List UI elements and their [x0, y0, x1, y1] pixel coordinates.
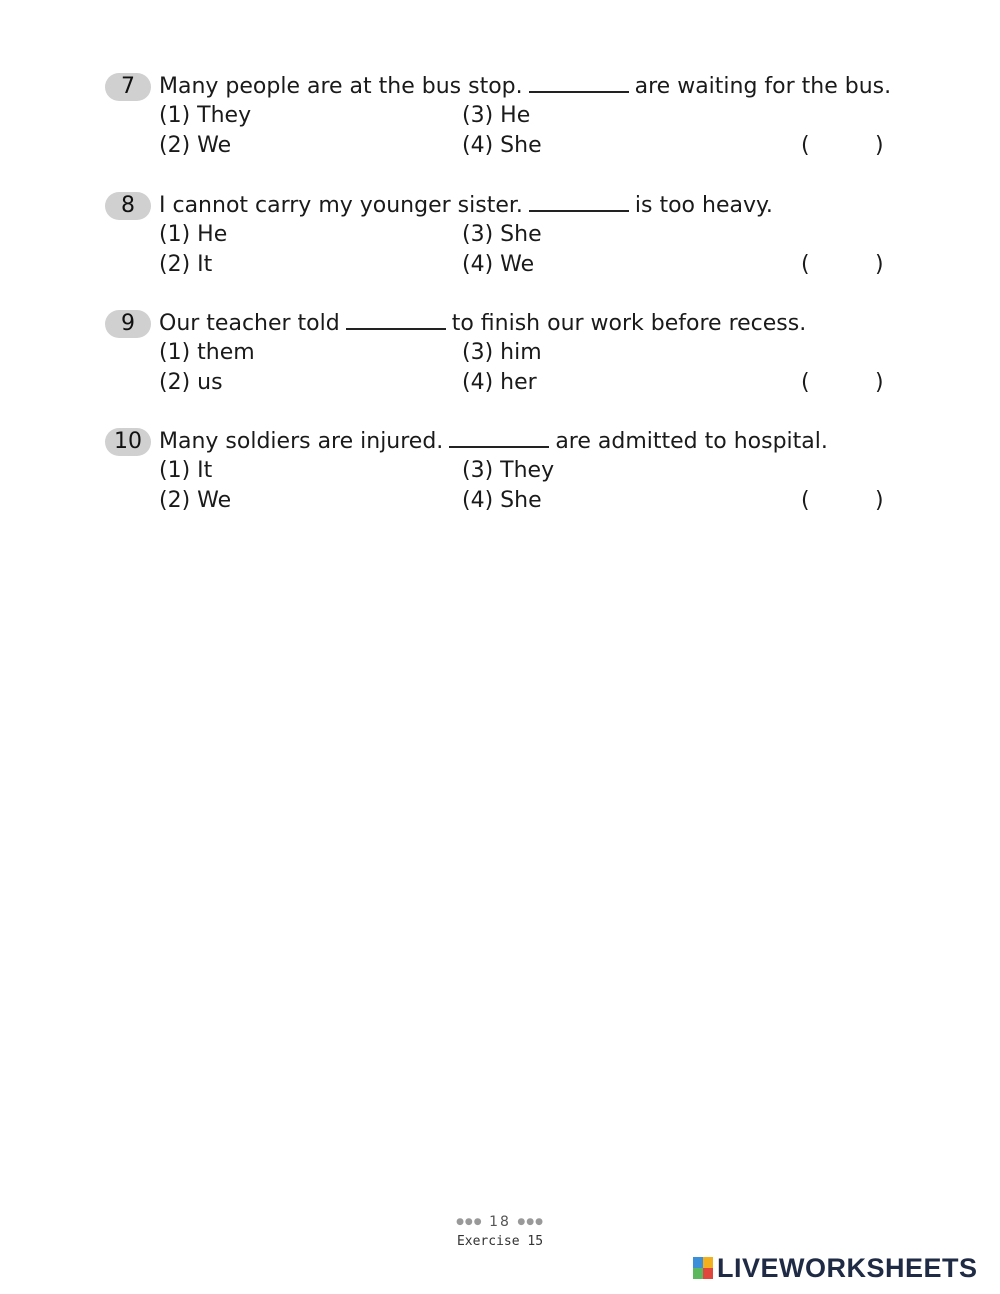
answer-paren-close: ) [875, 133, 884, 158]
logo-square-red [703, 1268, 713, 1279]
question-stem [159, 192, 773, 220]
option-4: (4) She [462, 488, 542, 513]
stem-before: I cannot carry my younger sister. [159, 193, 523, 218]
stem-after: is too heavy. [634, 193, 773, 218]
logo-square-green [693, 1268, 703, 1279]
stem-before: Many soldiers are injured. [159, 429, 444, 454]
stem-before: Many people are at the bus stop. [159, 74, 523, 99]
dots-decoration-left: ●●● [456, 1217, 483, 1227]
brand-name: LIVEWORKSHEETS [717, 1253, 978, 1283]
question-7 [105, 73, 905, 163]
stem-after: are waiting for the bus. [634, 74, 892, 99]
answer-blank [346, 312, 446, 330]
answer-paren-open: ( [801, 252, 810, 277]
option-1: (1) It [159, 458, 213, 483]
option-3: (3) She [462, 222, 542, 247]
answer-blank [449, 430, 549, 448]
question-10 [105, 428, 905, 518]
option-4: (4) her [462, 370, 537, 395]
stem-before: Our teacher told [159, 311, 340, 336]
liveworksheets-logo-icon [693, 1257, 713, 1279]
option-3: (3) They [462, 458, 555, 483]
option-3: (3) He [462, 103, 531, 128]
option-4: (4) We [462, 252, 535, 277]
answer-paren-close: ) [875, 370, 884, 395]
liveworksheets-brand [693, 1253, 978, 1283]
answer-paren-open: ( [801, 370, 810, 395]
option-2: (2) We [159, 133, 232, 158]
page-number-value: 18 [489, 1214, 511, 1230]
stem-after: are admitted to hospital. [555, 429, 828, 454]
question-stem [159, 310, 806, 338]
option-3: (3) him [462, 340, 542, 365]
answer-paren-close: ) [875, 488, 884, 513]
exercise-label: Exercise 15 [456, 1234, 544, 1249]
page-number [400, 1214, 600, 1230]
question-number-badge: 7 [105, 73, 151, 101]
option-2: (2) We [159, 488, 232, 513]
option-2: (2) us [159, 370, 223, 395]
question-8 [105, 192, 905, 282]
question-stem [159, 73, 891, 101]
option-1: (1) them [159, 340, 255, 365]
answer-blank [529, 75, 629, 93]
question-9 [105, 310, 905, 400]
answer-paren-open: ( [801, 133, 810, 158]
stem-after: to finish our work before recess. [451, 311, 807, 336]
question-number-badge: 9 [105, 310, 151, 338]
dots-decoration-right: ●●● [517, 1217, 544, 1227]
option-1: (1) He [159, 222, 228, 247]
question-number-badge: 8 [105, 192, 151, 220]
option-1: (1) They [159, 103, 252, 128]
question-number-badge: 10 [105, 428, 151, 456]
option-4: (4) She [462, 133, 542, 158]
logo-square-blue [693, 1257, 703, 1268]
logo-square-yellow [703, 1257, 713, 1268]
answer-paren-open: ( [801, 488, 810, 513]
answer-blank [529, 194, 629, 212]
option-2: (2) It [159, 252, 213, 277]
question-stem [159, 428, 828, 456]
answer-paren-close: ) [875, 252, 884, 277]
